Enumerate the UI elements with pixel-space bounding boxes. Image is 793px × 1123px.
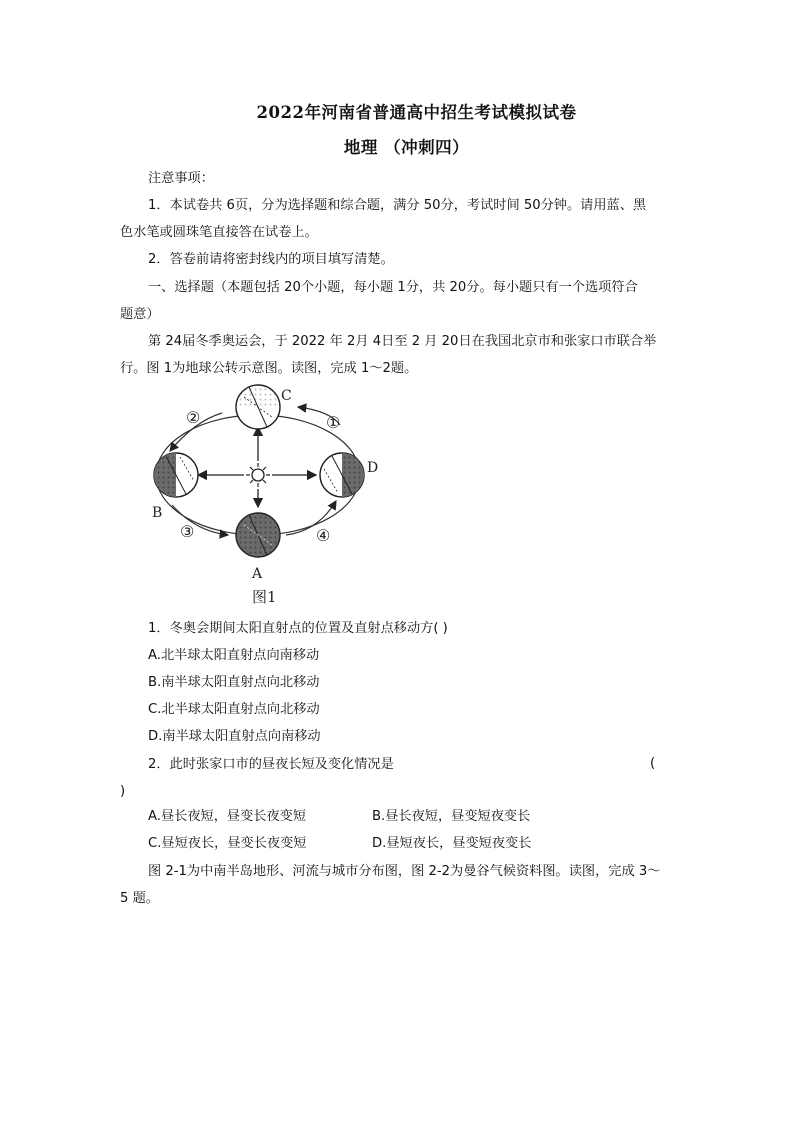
arrow-label-3: ③	[180, 522, 195, 541]
question-1-option-c: C.北半球太阳直射点向北移动	[148, 702, 320, 717]
earth-position-c	[236, 385, 280, 429]
arrow-label-4: ④	[316, 526, 331, 545]
arrow-label-2: ②	[186, 408, 201, 427]
question-2-option-a: A.昼长夜短，昼变长夜变短	[148, 809, 307, 824]
question-1-stem: 1．冬奥会期间太阳直射点的位置及直射点移动方( )	[148, 621, 448, 636]
notice-heading: 注意事项：	[148, 171, 214, 186]
question-1-option-b: B.南半球太阳直射点向北移动	[148, 675, 320, 690]
label-b: B	[152, 505, 163, 521]
passage-1-cont: 行。图 1为地球公转示意图。读图，完成 1～2题。	[120, 361, 418, 376]
passage-1: 第 24届冬季奥运会，于 2022 年 2月 4日至 2 月 20日在我国北京市和张家口市联合举	[148, 334, 657, 349]
question-1-option-a: A.北半球太阳直射点向南移动	[148, 648, 320, 663]
sun-icon	[246, 463, 270, 487]
label-d: D	[367, 460, 379, 476]
label-a: A	[252, 566, 263, 582]
question-2-option-c: C.昼短夜长，昼变长夜变短	[148, 836, 307, 851]
notice-item-1: 1．本试卷共 6页，分为选择题和综合题，满分 50分，考试时间 50分钟。请用蓝、黑	[148, 198, 647, 213]
earth-revolution-figure	[140, 383, 400, 608]
earth-position-b	[154, 453, 198, 497]
passage-2-cont: 5 题。	[120, 891, 159, 906]
figure-caption: 图1	[252, 588, 277, 606]
question-2-answer-paren-close: )	[120, 784, 126, 799]
arrow-label-1: ①	[326, 413, 341, 432]
passage-2: 图 2-1为中南半岛地形、河流与城市分布图，图 2-2为曼谷气候资料图。读图，完成 3～	[148, 864, 661, 879]
notice-item-1-cont: 色水笔或圆珠笔直接答在试卷上。	[120, 225, 318, 240]
section-heading-cont: 题意）	[120, 307, 160, 322]
earth-position-a	[236, 513, 280, 557]
question-2-option-b: B.昼长夜短，昼变短夜变长	[372, 809, 531, 824]
earth-position-d	[320, 453, 364, 497]
question-1-option-d: D.南半球太阳直射点向南移动	[148, 729, 321, 744]
question-2-stem: 2．此时张家口市的昼夜长短及变化情况是	[148, 757, 394, 772]
question-2-answer-paren-open: (	[650, 756, 656, 771]
section-heading: 一、选择题（本题包括 20个小题，每小题 1分，共 20分。每小题只有一个选项符合	[148, 280, 638, 295]
exam-title: 2022年河南省普通高中招生考试模拟试卷	[256, 103, 577, 122]
label-c: C	[281, 388, 292, 404]
question-2-option-d: D.昼短夜长，昼变短夜变长	[372, 836, 532, 851]
exam-subtitle: 地理 （冲刺四）	[343, 138, 470, 157]
notice-item-2: 2．答卷前请将密封线内的项目填写清楚。	[148, 252, 394, 267]
